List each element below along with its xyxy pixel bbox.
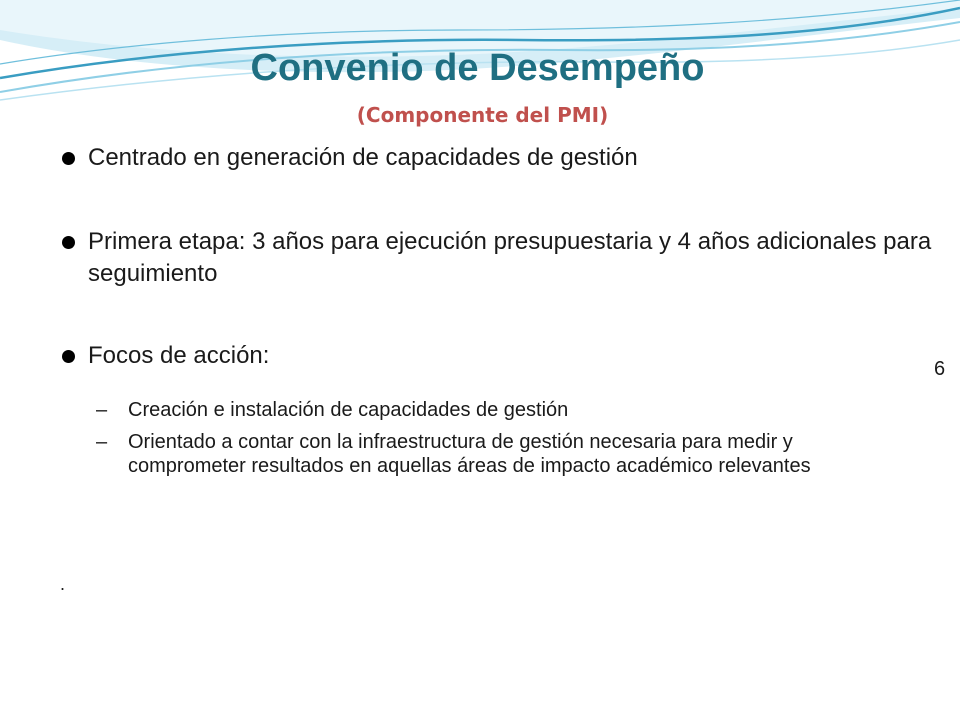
- slide-subtitle: (Componente del PMI): [356, 103, 609, 127]
- bullet-item: [60, 226, 938, 290]
- bullet-dot-icon: [62, 350, 75, 363]
- page-number: 6: [934, 358, 946, 380]
- sub-bullet-item: [88, 430, 908, 478]
- bullet-text: Primera etapa: 3 años para ejecución presupuestaria y 4 años adicionales para seguimiento: [88, 228, 932, 287]
- bullet-dot-icon: [62, 236, 75, 249]
- bullet-item: [60, 142, 938, 174]
- slide-title: Convenio de Desempeño: [250, 47, 705, 89]
- bullet-text: Centrado en generación de capacidades de gestión: [88, 144, 638, 171]
- dash-icon: –: [96, 431, 108, 453]
- dash-icon: –: [96, 399, 108, 421]
- sub-bullet-item: [88, 398, 908, 422]
- bullet-text: Focos de acción:: [88, 342, 270, 369]
- bullet-dot-icon: [62, 152, 75, 165]
- bullet-item: [60, 340, 938, 372]
- trailing-text: .: [60, 574, 66, 594]
- sub-bullet-text: Creación e instalación de capacidades de gestión: [128, 399, 569, 421]
- sub-bullet-text: Orientado a contar con la infraestructura de gestión necesaria para medir y comprometer resultados en aquellas áreas de impacto académico relevantes: [128, 431, 811, 477]
